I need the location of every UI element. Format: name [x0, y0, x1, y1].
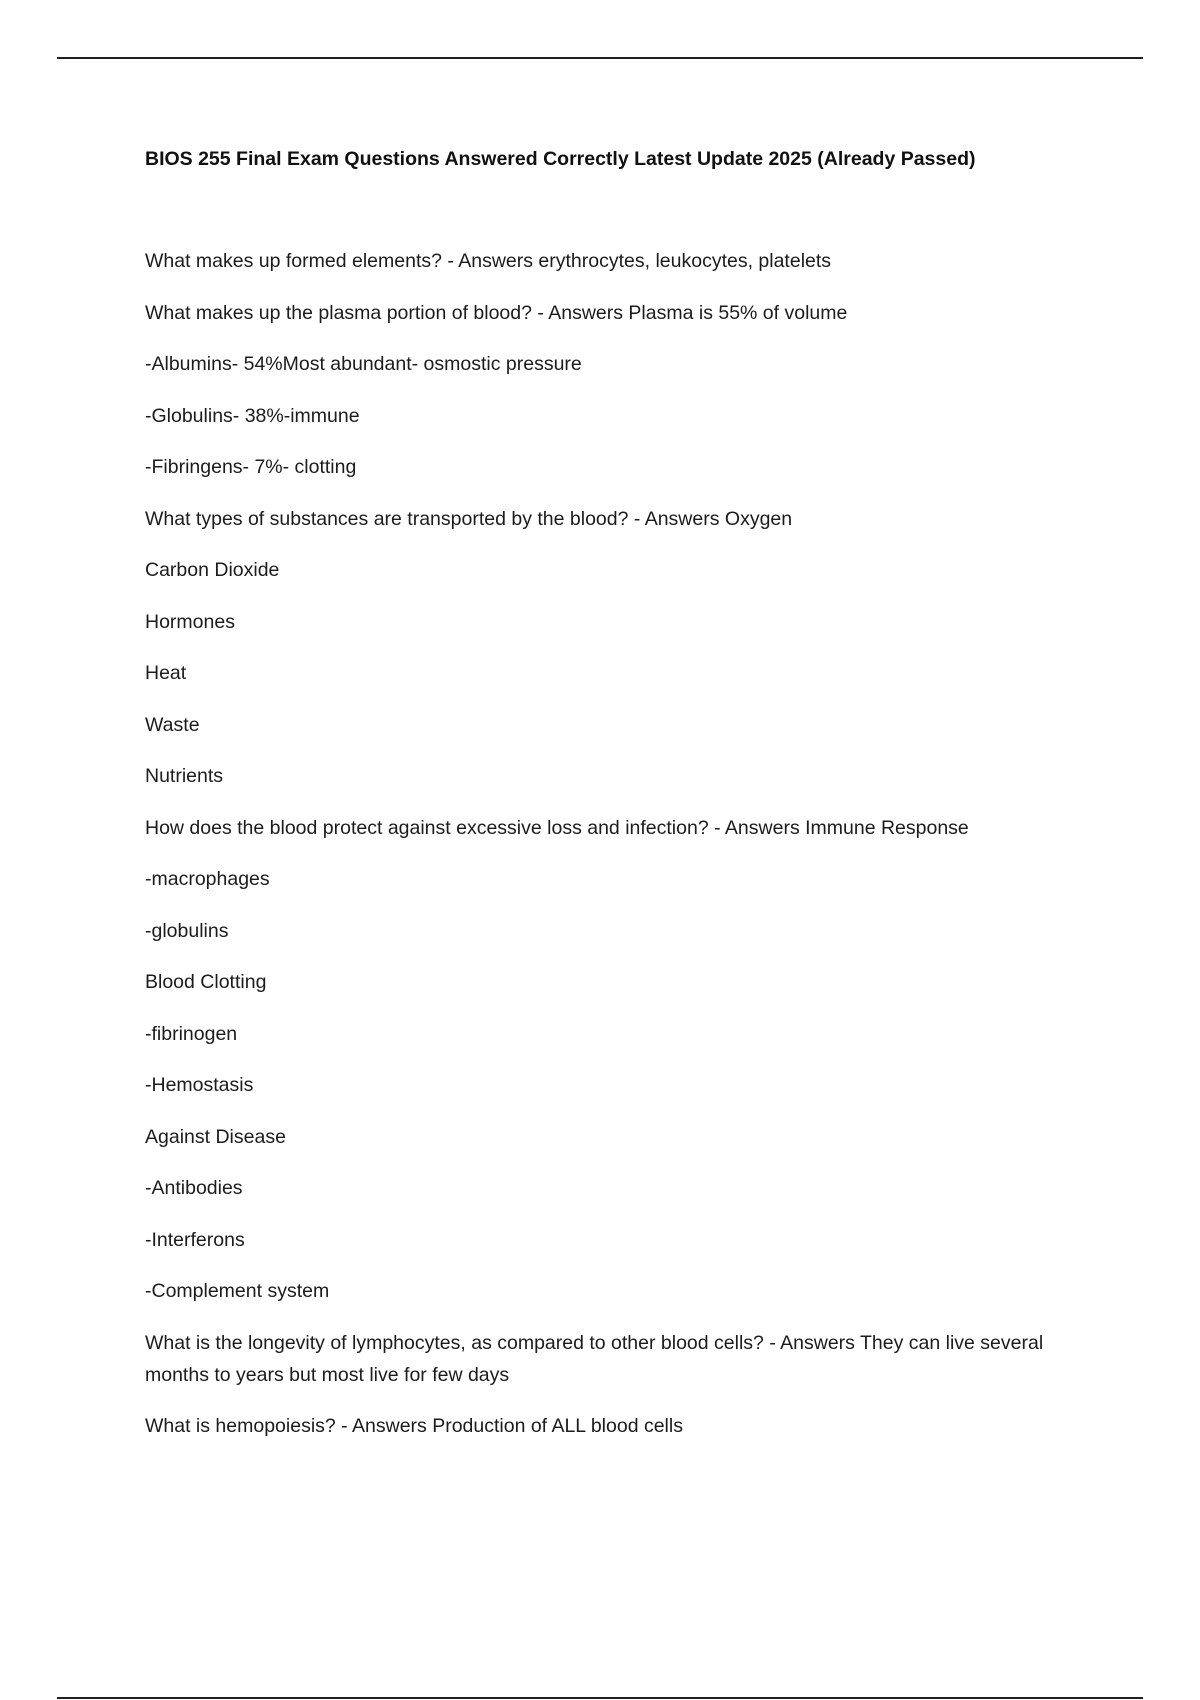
- text-line: What makes up formed elements? - Answers erythrocytes, leukocytes, platelets: [145, 250, 832, 272]
- header-rule: [57, 57, 1143, 59]
- text-line: Waste: [145, 713, 200, 736]
- document-body: [145, 245, 1090, 1462]
- text-line: -Albumins- 54%Most abundant- osmostic pressure: [145, 353, 582, 375]
- text-line: -Globulins- 38%-immune: [145, 404, 360, 427]
- text-line: How does the blood protect against excessive loss and infection? - Answers Immune Response: [145, 816, 969, 839]
- text-line: What is the longevity of lymphocytes, as compared to other blood cells? - Answers They can live several months to years but most live for few days: [145, 1331, 1044, 1386]
- text-line: -Fibringens- 7%- clotting: [145, 456, 357, 478]
- document-title: BIOS 255 Final Exam Questions Answered Correctly Latest Update 2025 (Already Passed): [145, 148, 976, 170]
- text-line: Carbon Dioxide: [145, 559, 280, 581]
- text-line: -fibrinogen: [145, 1022, 238, 1045]
- text-line: -globulins: [145, 919, 229, 942]
- text-line: -Complement system: [145, 1280, 330, 1302]
- text-line: Blood Clotting: [145, 971, 267, 993]
- footer-rule: [57, 1697, 1143, 1699]
- text-line: -macrophages: [145, 868, 270, 890]
- text-line: Against Disease: [145, 1125, 286, 1148]
- text-line: What makes up the plasma portion of blood? - Answers Plasma is 55% of volume: [145, 301, 848, 324]
- text-line: What types of substances are transported by the blood? - Answers Oxygen: [145, 507, 793, 530]
- text-line: -Hemostasis: [145, 1074, 254, 1096]
- text-line: What is hemopoiesis? - Answers Production of ALL blood cells: [145, 1415, 683, 1437]
- text-line: Hormones: [145, 610, 235, 633]
- text-line: Heat: [145, 662, 187, 684]
- text-line: -Antibodies: [145, 1177, 243, 1199]
- text-line: -Interferons: [145, 1228, 245, 1251]
- text-line: Nutrients: [145, 765, 224, 787]
